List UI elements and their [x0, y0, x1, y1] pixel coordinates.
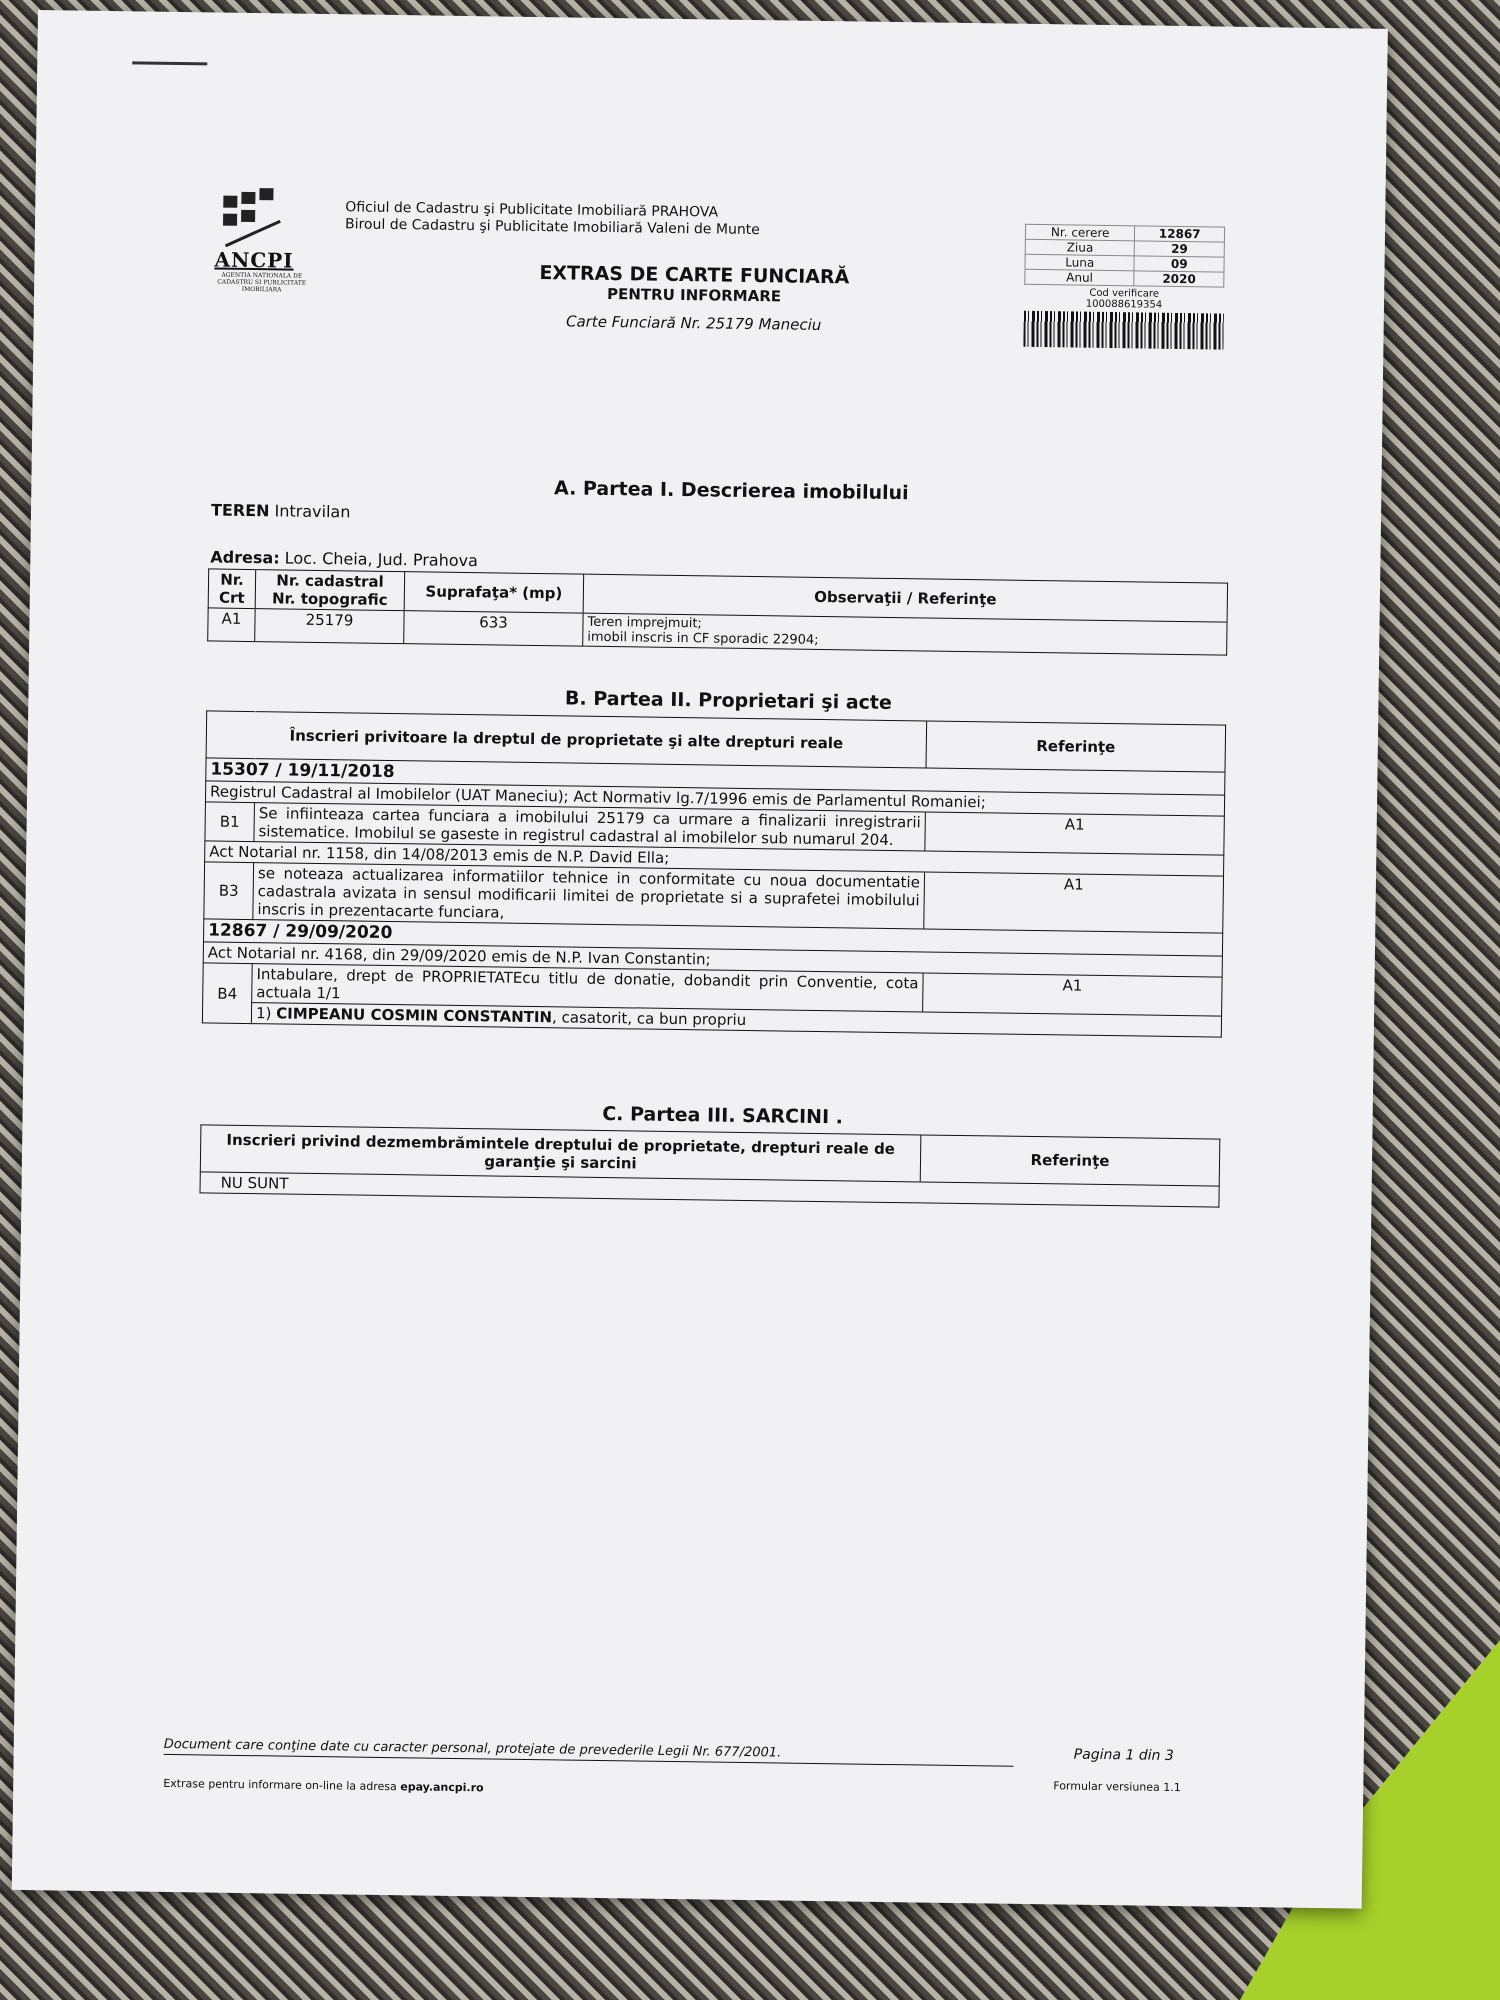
- col-cadastral: Nr. cadastral: [276, 571, 384, 591]
- pen-mark: [132, 61, 207, 65]
- logo-name: ANCPI: [214, 247, 294, 273]
- verification-value: 100088619354: [1085, 298, 1163, 311]
- act-text: Registrul Cadastral al Imobilelor (UAT Maneciu); Act Normativ lg.7/1996 emis de Parlamentul Romaniei;: [205, 781, 1224, 816]
- part3-heading: C. Partea III. SARCINI .: [602, 1102, 844, 1129]
- office-block: [345, 199, 760, 239]
- group-id: 12867 / 29/09/2020: [204, 919, 1223, 956]
- teren-line: [211, 500, 351, 521]
- owner-details: , casatorit, ca bun propriu: [551, 1008, 747, 1029]
- logo-icon: [223, 188, 294, 249]
- office-line-1: Oficiul de Cadastru şi Publicitate Imobiliară PRAHOVA: [345, 199, 719, 221]
- group-id: 15307 / 19/11/2018: [206, 758, 1225, 795]
- entry-ref: A1: [925, 812, 1225, 855]
- document-title: EXTRAS DE CARTE FUNCIARĂ: [539, 262, 850, 289]
- col-inscrieri: Înscrieri privitoare la dreptul de proprietate şi alte drepturi reale: [206, 711, 927, 768]
- entry-text: Se infiinteaza cartea funciara a imobilului 25179 ca urmare a finalizarii inregistrarii sistematice. Imobilul se gaseste in registrul cadastral al imobilelor sub numarul 204.: [254, 803, 925, 851]
- request-row: [1025, 269, 1224, 287]
- request-value: 2020: [1134, 271, 1224, 287]
- act-text: Act Notarial nr. 1158, din 14/08/2013 emis de N.P. David Ella;: [205, 841, 1224, 876]
- request-box: [1023, 224, 1225, 350]
- owner-name: CIMPEANU COSMIN CONSTANTIN: [276, 1004, 553, 1027]
- privacy-notice: Document care conţine date cu caracter personal, protejate de prevederile Legii Nr. 677/2001.: [164, 1737, 1014, 1767]
- logo-subtitle: AGENTIA NATIONALA DE CADASTRU SI PUBLICITATE IMOBILIARA: [217, 271, 307, 294]
- verification-label: Cod verificare: [1089, 287, 1159, 300]
- cell-obs-2: imobil inscris in CF sporadic 22904;: [587, 629, 819, 648]
- col-observatii: Observaţii / Referinţe: [583, 574, 1227, 622]
- request-label: Ziua: [1025, 239, 1135, 256]
- col-crt: Crt: [218, 588, 245, 607]
- request-label: Anul: [1025, 269, 1135, 286]
- request-value: 09: [1134, 256, 1224, 272]
- col-nr: Nr.: [220, 570, 244, 589]
- entry-id: B3: [204, 862, 254, 920]
- entry-ref: A1: [924, 872, 1224, 933]
- online-notice: [163, 1777, 484, 1794]
- form-version: Formular versiunea 1.1: [1053, 1779, 1181, 1795]
- part2-table: [202, 710, 1226, 1037]
- adresa-value: Loc. Cheia, Jud. Prahova: [284, 548, 478, 571]
- col-inscrieri: Inscrieri privind dezmembrămintele dreptului de proprietate, drepturi reale de garanţie şi sarcini: [200, 1125, 921, 1182]
- entry-text: se noteaza actualizarea informatiilor tehnice in conformitate cu noua documentatie cadastrala avizata in sensul modificarii limitei de proprietate si a suprafetei imobilului inscris in prezentacarte funciara,: [253, 863, 925, 929]
- owner-number: 1): [255, 1004, 272, 1023]
- ancpi-logo: [214, 187, 315, 293]
- online-url: epay.ancpi.ro: [400, 1780, 484, 1795]
- part2-heading: B. Partea II. Proprietari şi acte: [564, 687, 893, 714]
- sarcini-value: NU SUNT: [200, 1172, 1219, 1207]
- adresa-label: Adresa:: [210, 547, 280, 568]
- entry-text: Intabulare, drept de PROPRIETATEcu titlu de donatie, dobandit prin Conventie, cota actuala 1/1: [252, 964, 923, 1012]
- entry-id: B4: [202, 963, 252, 1024]
- entry-id: B1: [205, 802, 255, 842]
- request-value: 12867: [1135, 226, 1225, 242]
- online-prefix: Extrase pentru informare on-line la adresa: [163, 1776, 397, 1794]
- verification-code: [1024, 287, 1224, 312]
- col-topografic: Nr. topografic: [271, 589, 388, 609]
- part3-table: [199, 1124, 1220, 1207]
- adresa-line: [210, 547, 478, 570]
- request-value: 29: [1135, 241, 1225, 257]
- cell-suprafata: 633: [404, 611, 583, 646]
- teren-label: TEREN: [210, 500, 270, 521]
- document-title-block: [434, 261, 955, 336]
- entry-ref: A1: [923, 973, 1223, 1016]
- col-referinte: Referinţe: [920, 1135, 1220, 1186]
- document-page: [12, 10, 1388, 1909]
- request-label: Nr. cerere: [1025, 224, 1135, 241]
- cell-nr: A1: [208, 608, 255, 642]
- cell-obs-1: Teren imprejmuit;: [587, 614, 702, 632]
- col-referinte: Referinţe: [926, 721, 1226, 772]
- part1-heading: A. Partea I. Descrierea imobilului: [553, 477, 909, 505]
- request-table: [1024, 224, 1225, 288]
- cf-number: Carte Funciară Nr. 25179 Maneciu: [565, 312, 822, 334]
- teren-type: Intravilan: [274, 501, 351, 522]
- act-text: Act Notarial nr. 4168, din 29/09/2020 emis de N.P. Ivan Constantin;: [203, 942, 1222, 977]
- part1-table: [207, 568, 1228, 655]
- page-number: Pagina 1 din 3: [1073, 1746, 1174, 1765]
- cell-cadastral: 25179: [255, 609, 404, 644]
- request-label: Luna: [1025, 254, 1135, 271]
- document-subtitle: PENTRU INFORMARE: [606, 284, 782, 306]
- barcode-icon: [1023, 311, 1223, 350]
- col-suprafata: Suprafaţa* (mp): [404, 572, 584, 613]
- office-line-2: Biroul de Cadastru şi Publicitate Imobiliară Valeni de Munte: [344, 216, 760, 239]
